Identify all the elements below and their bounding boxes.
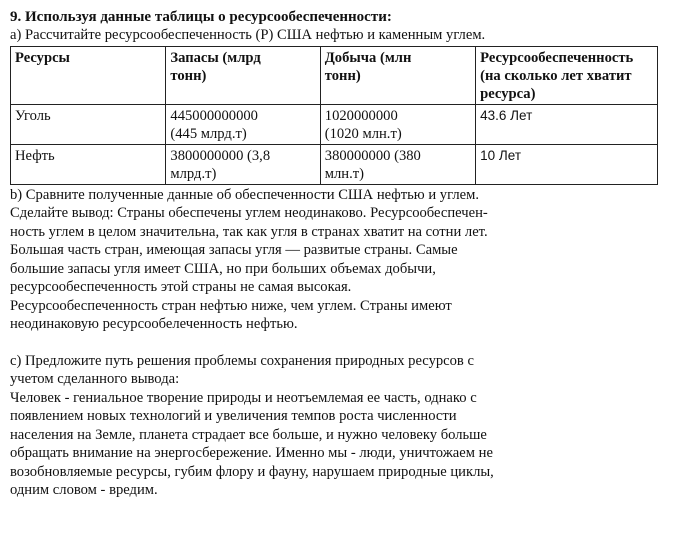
answer-b-line: ресурсообеспеченность этой страны не самая высокая. (10, 279, 352, 295)
header-production: Добыча (млн тонн) (320, 46, 475, 104)
table-header-row (11, 46, 658, 104)
answer-c-line: появлением новых технологий и увеличения темпов роста численности (10, 408, 457, 424)
cell-production: 380000000 (380 млн.т) (320, 144, 475, 184)
header-resources: Ресурсы (11, 46, 166, 104)
answer-b-line: неодинаковую ресурсообелеченность нефтью. (10, 316, 298, 332)
cell-reserves: 3800000000 (3,8 млрд.т) (166, 144, 320, 184)
answer-c-line: с) Предложите путь решения проблемы сохранения природных ресурсов с (10, 352, 474, 369)
table-row-coal (11, 104, 658, 144)
answer-b-line: ность углем в целом значительна, так как угля в странах хватит на сотни лет. (10, 223, 488, 240)
task-heading: 9. Используя данные таблицы о ресурсообеспеченности: (10, 9, 392, 25)
cell-supply: 43.6 Лет (476, 104, 658, 144)
table-row-oil (11, 144, 658, 184)
cell-reserves: 445000000000 (445 млрд.т) (166, 104, 320, 144)
resource-table (10, 46, 658, 185)
document-page (10, 8, 660, 500)
answer-b-line: Сделайте вывод: Страны обеспечены углем неодинаково. Ресурсообеспечен- (10, 205, 488, 221)
answer-c-line: учетом сделанного вывода: (10, 371, 180, 387)
task-a-text: а) Рассчитайте ресурсообеспеченность (Р) США нефтью и каменным углем. (10, 27, 486, 43)
header-supply: Ресурсообеспеченность (на сколько лет хватит ресурса) (476, 46, 658, 104)
cell-supply: 10 Лет (476, 144, 658, 184)
answer-c-line: возобновляемые ресурсы, губим флору и фауну, нарушаем природные циклы, (10, 463, 494, 480)
answer-b-line: Ресурсообеспеченность стран нефтью ниже, чем углем. Страны имеют (10, 297, 452, 314)
cell-resource: Уголь (11, 104, 166, 144)
paragraph-gap (10, 334, 660, 352)
cell-resource: Нефть (11, 144, 166, 184)
answer-b-line: Большая часть стран, имеющая запасы угля — развитые страны. Самые (10, 242, 458, 258)
header-reserves: Запасы (млрд тонн) (166, 46, 320, 104)
answer-b-line: b) Сравните полученные данные об обеспеченности США нефтью и углем. (10, 186, 479, 203)
answer-c-line: населения на Земле, планета страдает все больше, и нужно человеку больше (10, 426, 487, 443)
cell-production: 1020000000 (1020 млн.т) (320, 104, 475, 144)
answer-c-line: одним словом - вредим. (10, 482, 158, 498)
answer-b-line: большие запасы угля имеет США, но при больших объемах добычи, (10, 260, 436, 277)
answer-b (10, 186, 660, 334)
answer-c-line: обращать внимание на энергосбережение. Именно мы - люди, уничтожаем не (10, 445, 493, 461)
answer-c-line: Человек - гениальное творение природы и неотъемлемая ее часть, однако с (10, 389, 477, 406)
answer-c (10, 352, 660, 500)
